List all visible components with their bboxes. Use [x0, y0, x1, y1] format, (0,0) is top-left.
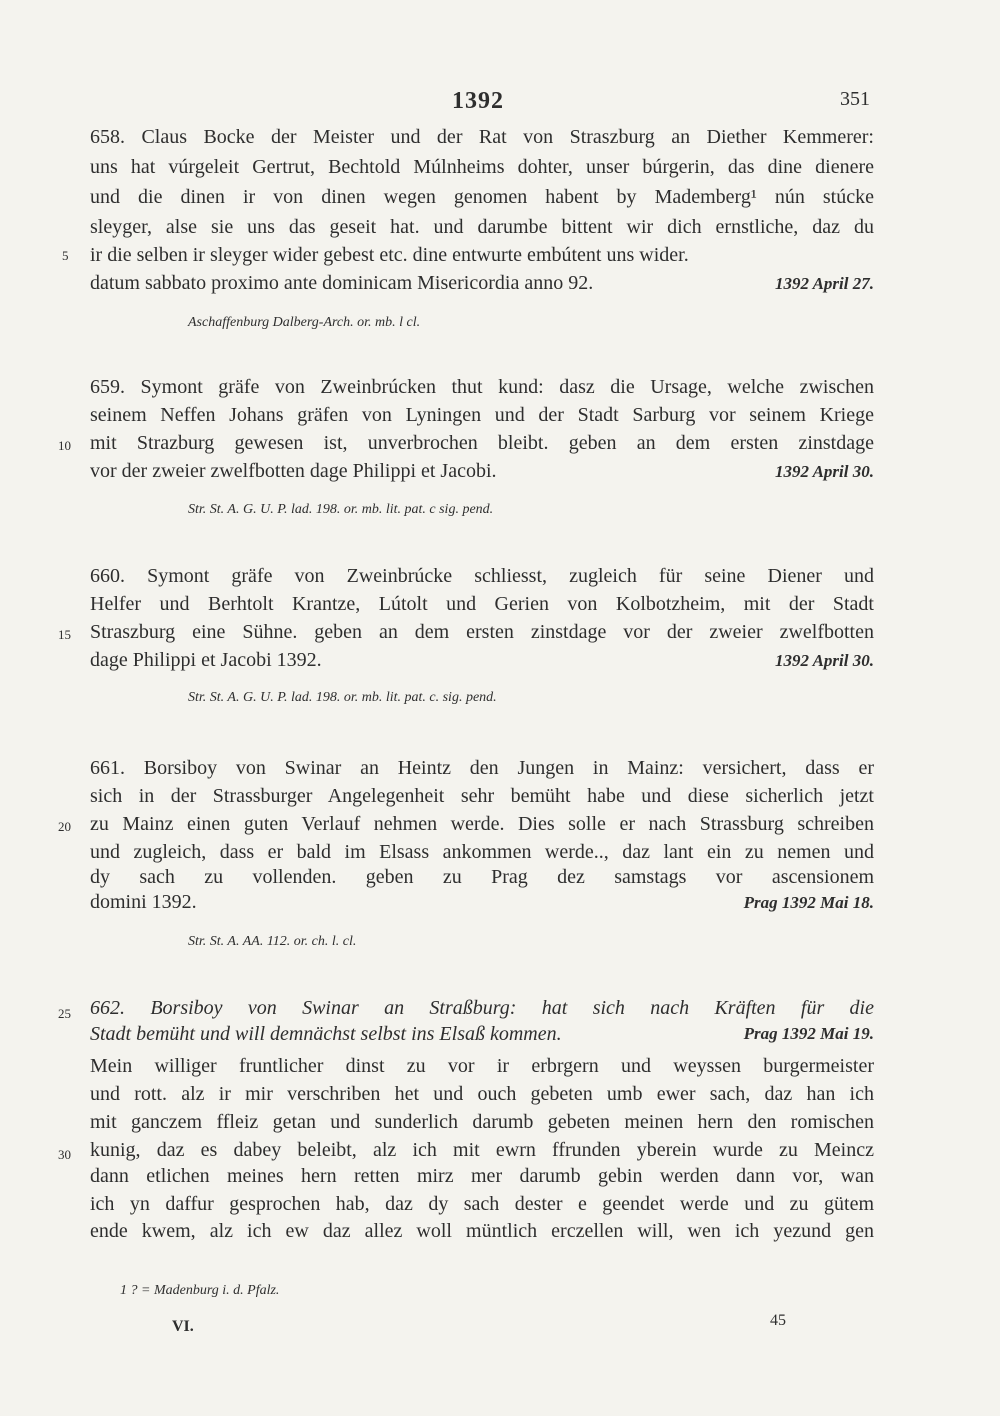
margin-line-number: 10	[58, 438, 71, 453]
text-line: kunig, daz es dabey beleibt, alz ich mit ewrn ffrunden yberein wurde zu Meincz	[90, 1139, 874, 1161]
volume-mark: VI.	[172, 1318, 194, 1335]
entry-date: 1392 April 30.	[774, 462, 874, 481]
page-number: 351	[840, 88, 870, 110]
footnote: 1 ? = Madenburg i. d. Pfalz.	[120, 1283, 280, 1298]
source-note: Aschaffenburg Dalberg-Arch. or. mb. l cl.	[188, 315, 421, 330]
text-line: domini 1392.	[90, 891, 197, 913]
text-line: sleyger, alse sie uns das geseit hat. und darumbe bittent wir dich ernstliche, daz du	[90, 216, 874, 238]
text-line: ende kwem, alz ich ew daz allez woll müntlich erczellen will, wen ich yezund gen	[90, 1220, 874, 1242]
text-line: 662. Borsiboy von Swinar an Straßburg: hat sich nach Kräften für die	[90, 997, 874, 1019]
text-line: Helfer und Berhtolt Krantze, Lútolt und Gerien von Kolbotzheim, mit der Stadt	[90, 593, 874, 615]
entry-date: 1392 April 27.	[774, 274, 874, 293]
text-line: vor der zweier zwelfbotten dage Philippi et Jacobi.	[90, 460, 497, 482]
source-note: Str. St. A. G. U. P. lad. 198. or. mb. lit. pat. c. sig. pend.	[188, 690, 497, 705]
text-line: dage Philippi et Jacobi 1392.	[90, 649, 322, 671]
text-line: dy sach zu vollenden. geben zu Prag dez samstags vor ascensionem	[90, 866, 874, 888]
text-line: ich yn daffur gesprochen hab, daz dy sach dester e geendet werde und zu gütem	[90, 1193, 874, 1215]
text-line: sich in der Strassburger Angelegenheit sehr bemüht habe und diese sicherlich jetzt	[90, 785, 874, 807]
text-line: und zugleich, dass er bald im Elsass ankommen werde.., daz lant ein zu nemen und	[90, 841, 874, 863]
margin-line-number: 25	[58, 1006, 71, 1021]
text-line: 660. Symont gräfe von Zweinbrúcke schliesst, zugleich für seine Diener und	[90, 565, 874, 587]
text-line: ir die selben ir sleyger wider gebest etc. dine entwurte embútent uns wider.	[90, 244, 689, 266]
text-line: und die dinen ir von dinen wegen genomen habent by Mademberg¹ nún stúcke	[90, 186, 874, 208]
text-line: seinem Neffen Johans gräfen von Lyningen und der Stadt Sarburg vor seinem Kriege	[90, 404, 874, 426]
source-note: Str. St. A. AA. 112. or. ch. l. cl.	[188, 934, 357, 949]
margin-line-number: 30	[58, 1147, 71, 1162]
text-line: dann etlichen meines hern retten mirz mer darumb gebin werden dann vor, wan	[90, 1165, 874, 1187]
text-line: datum sabbato proximo ante dominicam Misericordia anno 92.	[90, 272, 594, 294]
text-line: 661. Borsiboy von Swinar an Heintz den Jungen in Mainz: versichert, dass er	[90, 757, 874, 779]
text-line: Straszburg eine Sühne. geben an dem ersten zinstdage vor der zweier zwelfbotten	[90, 621, 874, 643]
text-line: mit ganczem ffleiz getan und sunderlich darumb gebeten meinen hern den romischen	[90, 1111, 874, 1133]
text-line: mit Strazburg gewesen ist, unverbrochen bleibt. geben an dem ersten zinstdage	[90, 432, 874, 454]
text-line: uns hat vúrgeleit Gertrut, Bechtold Múlnheims dohter, unser búrgerin, das dine dienere	[90, 156, 874, 178]
page-header-year: 1392	[452, 88, 504, 114]
signature-mark: 45	[770, 1312, 786, 1329]
entry-date: Prag 1392 Mai 19.	[743, 1024, 874, 1043]
source-note: Str. St. A. G. U. P. lad. 198. or. mb. lit. pat. c sig. pend.	[188, 502, 494, 517]
text-line: 659. Symont gräfe von Zweinbrúcken thut kund: dasz die Ursage, welche zwischen	[90, 376, 874, 398]
text-line: Mein williger fruntlicher dinst zu vor ir erbrgern und weyssen burgermeister	[90, 1055, 874, 1077]
text-line: Stadt bemüht und will demnächst selbst ins Elsaß kommen.	[90, 1023, 562, 1045]
margin-line-number: 15	[58, 627, 71, 642]
text-line: 658. Claus Bocke der Meister und der Rat von Straszburg an Diether Kemmerer:	[90, 126, 874, 148]
entry-date: Prag 1392 Mai 18.	[743, 893, 874, 912]
text-line: zu Mainz einen guten Verlauf nehmen werde. Dies solle er nach Strassburg schreiben	[90, 813, 874, 835]
margin-line-number: 20	[58, 819, 71, 834]
text-line: und rott. alz ir mir verschriben het und ouch gebeten umb ewer sach, daz han ich	[90, 1083, 874, 1105]
margin-line-number: 5	[62, 248, 69, 263]
entry-date: 1392 April 30.	[774, 651, 874, 670]
